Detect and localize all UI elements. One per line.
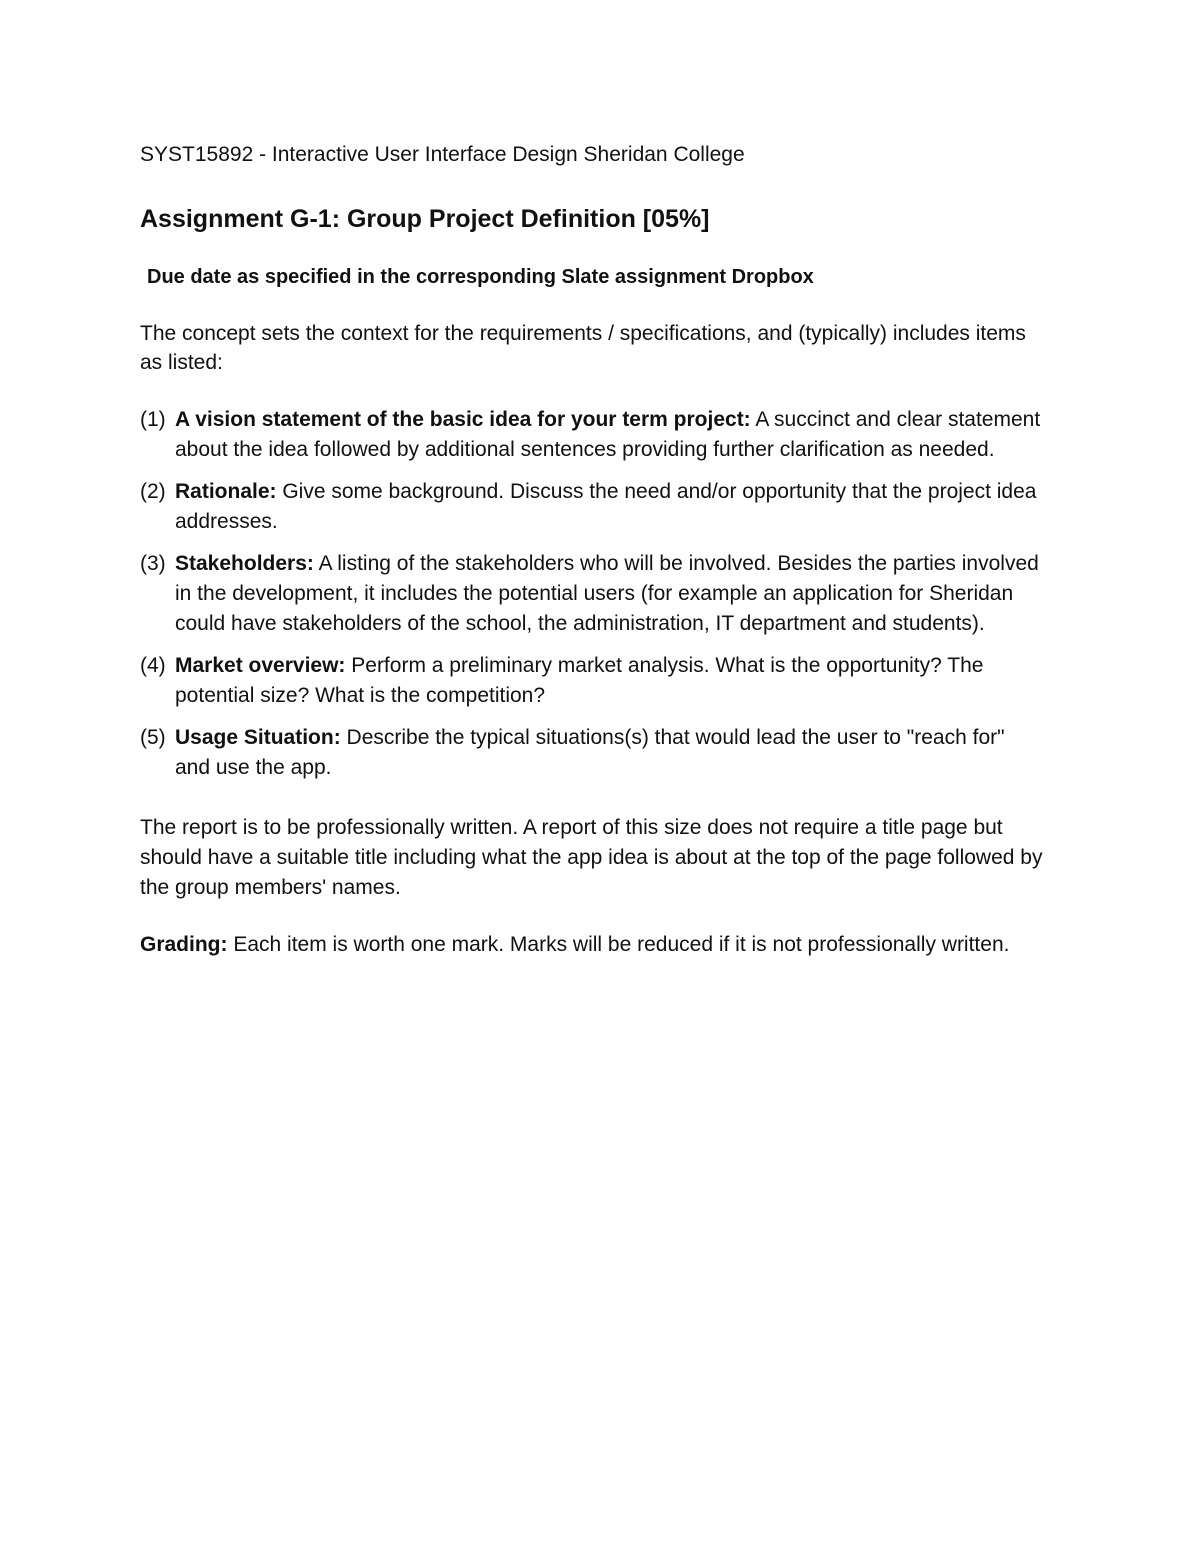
list-item (140, 651, 1045, 711)
item-label: Stakeholders: (175, 552, 314, 575)
grading-label: Grading: (140, 933, 228, 956)
list-item (140, 549, 1045, 639)
item-number: (3) (140, 552, 166, 575)
list-item (140, 405, 1045, 465)
item-text: Perform a preliminary market analysis. What is the opportunity? The potential size? What is the competition? (175, 654, 984, 707)
report-paragraph: The report is to be professionally written. A report of this size does not require a title page but should have a suitable title including what the app idea is about at the top of the page followed by the group members' names. (140, 816, 1043, 899)
grading-text: Each item is worth one mark. Marks will be reduced if it is not professionally written. (227, 933, 1010, 956)
item-text: Give some background. Discuss the need and/or opportunity that the project idea addresses. (175, 480, 1037, 533)
item-number: (1) (140, 408, 166, 431)
list-item (140, 477, 1045, 537)
requirements-list (140, 405, 1045, 783)
intro-paragraph: The concept sets the context for the requirements / specifications, and (typically) includes items as listed: (140, 322, 1026, 374)
item-label: Market overview: (175, 654, 346, 677)
item-text: A succinct and clear statement about the idea followed by additional sentences providing further clarification as needed. (175, 408, 1041, 461)
due-date-line: Due date as specified in the corresponding Slate assignment Dropbox (147, 266, 814, 288)
item-label: Rationale: (175, 480, 277, 503)
grading-paragraph (140, 930, 1045, 960)
item-number: (2) (140, 480, 166, 503)
item-text: Describe the typical situations(s) that would lead the user to "reach for" and use the app. (175, 726, 1005, 779)
item-text: A listing of the stakeholders who will be involved. Besides the parties involved in the development, it includes the potential users (for example an application for Sheridan could have stakeholders of the school, the administration, IT department and students). (175, 552, 1039, 635)
item-number: (4) (140, 654, 166, 677)
course-line: SYST15892 - Interactive User Interface Design Sheridan College (140, 143, 745, 166)
list-item (140, 723, 1045, 783)
assignment-title: Assignment G-1: Group Project Definition [05%] (140, 205, 710, 233)
item-label: Usage Situation: (175, 726, 341, 749)
item-label: A vision statement of the basic idea for your term project: (175, 408, 751, 431)
document-content (140, 138, 1045, 960)
item-number: (5) (140, 726, 166, 749)
